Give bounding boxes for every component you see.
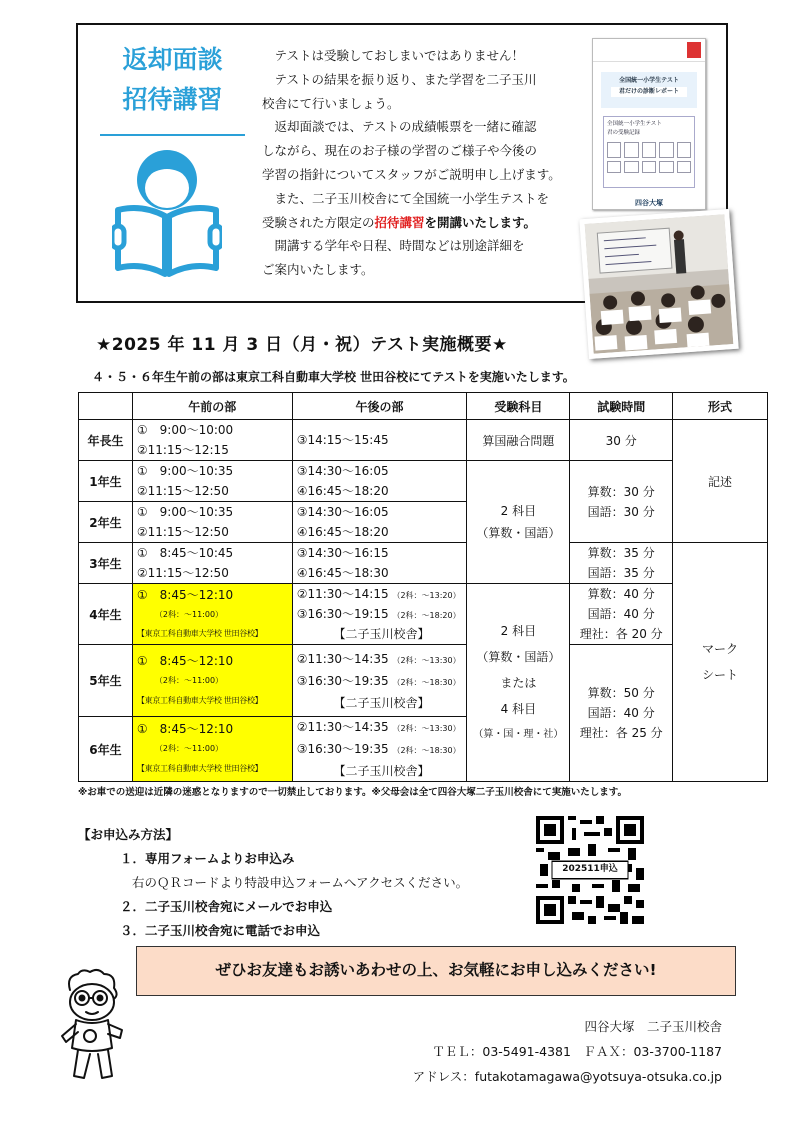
time-cell: 算数：30 分 国語：30 分 — [570, 461, 673, 543]
intro-line: 開講する学年や日程、時間などは別途詳細を — [274, 238, 525, 254]
format-cell: 記述 — [673, 420, 768, 543]
intro-line: 校舎にて行いましょう。 — [262, 95, 400, 111]
am-cell: ① 9:00～10:35 ②11:15～12:50 — [132, 502, 292, 543]
time-cell: 算数：35 分 国語：35 分 — [570, 543, 673, 584]
subject-cell: 算国融合問題 — [467, 420, 570, 461]
table-row — [79, 584, 768, 645]
application-section — [78, 823, 468, 943]
school-name: 四谷大塚 二子玉川校舎 — [584, 1019, 722, 1034]
pm-cell: ②11:30～14:35 （2科：～13:30） ③16:30～19:35 （2科：～18:30） 【二子玉川校舎】 — [292, 717, 467, 782]
apply-item-1: １．専用フォームよりお申込み — [120, 851, 295, 866]
report-line-2: 君だけの診断レポート — [611, 87, 687, 97]
header-cell: 午後の部 — [292, 393, 467, 420]
apply-item-2: ２．二子玉川校舎宛にメールでお申込 — [120, 899, 333, 914]
email-address[interactable]: アドレス：futakotamagawa@yotsuya-otsuka.co.jp — [412, 1069, 722, 1084]
time-cell: 30 分 — [570, 420, 673, 461]
report-brand: 四谷大塚 — [635, 199, 663, 207]
qr-label: 202511申込 — [562, 864, 618, 874]
grade-cell: 6年生 — [79, 717, 133, 782]
intro-line: 学習の指針についてスタッフがご説明申し上げます。 — [262, 166, 561, 182]
intro-line: また、二子玉川校舎にて全国統一小学生テストを — [274, 190, 550, 206]
intro-line: テストの結果を振り返り、また学習を二子玉川 — [274, 71, 537, 87]
header-cell: 試験時間 — [570, 393, 673, 420]
table-row — [79, 420, 768, 461]
pm-cell: ③14:30～16:15 ④16:45～18:30 — [292, 543, 467, 584]
header-cell — [79, 393, 133, 420]
grade-cell: 1年生 — [79, 461, 133, 502]
invite-course-emphasis: 招待講習 — [374, 214, 425, 230]
table-footnote: ※お車での送迎は近隣の迷惑となりますので一切禁止しております。※父母会は全て四谷大塚二子玉川校舎にて実施いたします。 — [78, 787, 627, 798]
report-card-thumbnail — [592, 38, 706, 210]
am-cell: ① 9:00～10:35 ②11:15～12:50 — [132, 461, 292, 502]
grade-cell: 3年生 — [79, 543, 133, 584]
intro-text — [262, 44, 582, 282]
apply-item-1-desc: 右のＱＲコードより特設申込フォームへアクセスください。 — [132, 875, 469, 890]
pm-cell: ②11:30～14:15 （2科：～13:20） ③16:30～19:15 （2科：～18:20） 【二子玉川校舎】 — [292, 584, 467, 645]
header-cell: 午前の部 — [132, 393, 292, 420]
contact-info — [400, 1014, 722, 1089]
intro-line: しながら、現在のお子様の学習のご様子や今後の — [262, 143, 538, 159]
subject-cell: 2 科目 （算数・国語） または 4 科目 （算・国・理・社） — [467, 584, 570, 782]
pm-cell: ③14:30～16:05 ④16:45～18:20 — [292, 502, 467, 543]
apply-heading: 【お申込み方法】 — [78, 827, 179, 842]
pm-cell: ③14:30～16:05 ④16:45～18:20 — [292, 461, 467, 502]
title-underline — [100, 134, 245, 136]
mascot-character-icon — [56, 968, 128, 1086]
test-summary-heading: ★2025 年 11 月 3 日（月・祝）テスト実施概要★ — [96, 335, 508, 355]
pm-cell: ②11:30～14:35 （2科：～13:30） ③16:30～19:35 （2科：～18:30） 【二子玉川校舎】 — [292, 645, 467, 717]
time-cell: 算数：40 分 国語：40 分 理社：各 20 分 — [570, 584, 673, 645]
header-cell: 形式 — [673, 393, 768, 420]
intro-line: テストは受験しておしまいではありません！ — [274, 48, 525, 63]
grade-cell: 5年生 — [79, 645, 133, 717]
report-line-1: 全国統一小学生テスト — [619, 77, 679, 84]
reading-student-icon — [112, 148, 222, 278]
grade-cell: 4年生 — [79, 584, 133, 645]
subject-cell: 2 科目 （算数・国語） — [467, 461, 570, 584]
intro-line: ご案内いたします。 — [262, 262, 374, 278]
table-header-row — [79, 393, 768, 420]
format-cell: マーク シート — [673, 543, 768, 782]
time-cell: 算数：50 分 国語：40 分 理社：各 25 分 — [570, 645, 673, 782]
invite-friends-banner: ぜひお友達もお誘いあわせの上、お気軽にお申し込みください! — [136, 946, 736, 996]
am-cell-highlight: ① 8:45～12:10 （2科：～11:00） 【東京工科自動車大学校 世田谷校】 — [132, 645, 292, 717]
intro-line: 返却面談では、テストの成績帳票を一緒に確認 — [274, 119, 537, 135]
am-cell-highlight: ① 8:45～12:10 （2科：～11:00） 【東京工科自動車大学校 世田谷校】 — [132, 717, 292, 782]
pm-cell: ③14:15～15:45 — [292, 420, 467, 461]
table-row — [79, 645, 768, 717]
classroom-photo — [579, 209, 738, 359]
schedule-table — [78, 392, 768, 782]
report-line-4: 君の受験記録 — [607, 130, 641, 136]
grade-cell: 年長生 — [79, 420, 133, 461]
table-row — [79, 461, 768, 502]
am-cell: ① 9:00～10:00 ②11:15～12:15 — [132, 420, 292, 461]
title-line-2: 招待講習 — [122, 85, 223, 114]
am-cell: ① 8:45～10:45 ②11:15～12:50 — [132, 543, 292, 584]
table-row — [79, 543, 768, 584]
am-cell-highlight: ① 8:45～12:10 （2科：～11:00） 【東京工科自動車大学校 世田谷校】 — [132, 584, 292, 645]
apply-item-3: ３．二子玉川校舎宛に電話でお申込 — [120, 923, 321, 938]
title-line-1: 返却面談 — [122, 45, 223, 74]
intro-line: を開講いたします。 — [424, 214, 537, 230]
header-cell: 受験科目 — [467, 393, 570, 420]
tel-fax: ＴＥＬ：03-5491-4381 ＦＡＸ：03-3700-1187 — [432, 1044, 722, 1059]
qr-code[interactable] — [536, 816, 644, 924]
intro-line: 受験された方限定の — [262, 214, 375, 230]
report-line-3: 全国統一小学生テスト — [607, 121, 662, 127]
page-title — [100, 40, 245, 120]
grade-cell: 2年生 — [79, 502, 133, 543]
venue-note: ４・５・６年生午前の部は東京工科自動車大学校 世田谷校にてテストを実施いたします。 — [92, 370, 575, 384]
